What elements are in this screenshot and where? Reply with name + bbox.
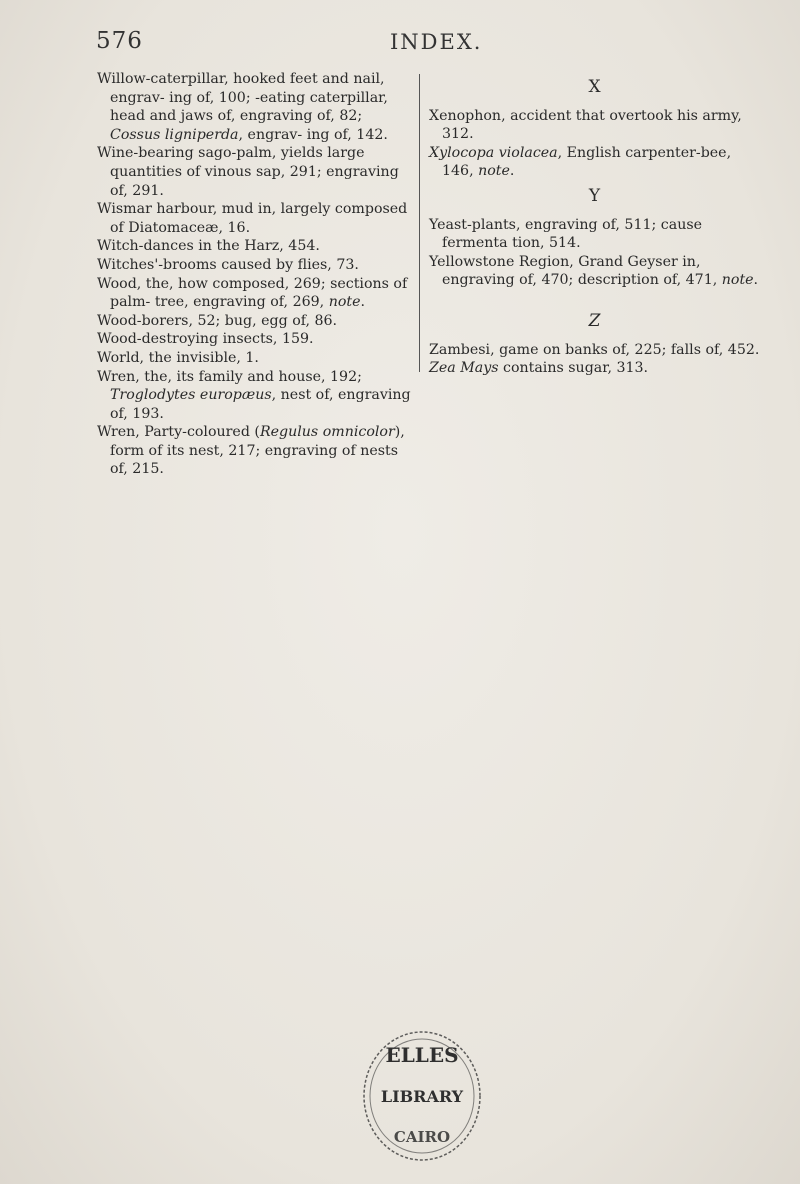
section-letter-z: Z	[588, 310, 602, 331]
index-entry: Xenophon, accident that overtook his army, 312.	[429, 107, 742, 143]
index-entry: Wood-destroying insects, 159.	[97, 331, 314, 348]
index-entry: Wismar harbour, mud in, largely composed of Diatomaceæ, 16.	[97, 201, 408, 236]
index-entry: Wren, Party-coloured (Regulus omnicolor), form of its nest, 217; engraving of nests of, 215.	[97, 424, 405, 478]
index-entry: Willow-caterpillar, hooked feet and nail, engrav- ing of, 100; -eating caterpillar, head and jaws of, engraving of, 82; Cossus ligniperda, engrav- ing of, 142.	[97, 71, 388, 143]
running-head: INDEX.	[390, 30, 483, 54]
stamp-top-text: ELLES	[385, 1043, 459, 1067]
index-entry: Wood, the, how composed, 269; sections of palm- tree, engraving of, 269, note.	[97, 275, 408, 311]
index-column-right	[429, 70, 761, 378]
index-entry: World, the invisible, 1.	[97, 349, 259, 366]
index-entry: Wood-borers, 52; bug, egg of, 86.	[97, 312, 338, 329]
index-entry: Wren, the, its family and house, 192; Troglodytes europæus, nest of, engraving of, 193.	[97, 368, 411, 422]
index-column-left	[97, 70, 413, 479]
column-divider	[419, 74, 420, 372]
stamp-bottom-text: CAIRO	[393, 1128, 451, 1146]
index-entry: Xylocopa violacea, English carpenter-bee, 146, note.	[429, 144, 732, 180]
index-entry: Witches'-brooms caused by flies, 73.	[97, 256, 359, 273]
index-entry: Yellowstone Region, Grand Geyser in, engraving of, 470; description of, 471, note.	[429, 253, 759, 289]
index-entry: Yeast-plants, engraving of, 511; cause fermenta tion, 514.	[429, 216, 703, 252]
library-stamp	[357, 1024, 487, 1164]
index-entry: Witch-dances in the Harz, 454.	[97, 238, 320, 255]
index-entry: Zea Mays contains sugar, 313.	[429, 360, 649, 377]
section-letter-x: X	[588, 77, 602, 97]
index-entry: Zambesi, game on banks of, 225; falls of, 452.	[429, 341, 760, 358]
index-entry: Wine-bearing sago-palm, yields large quantities of vinous sap, 291; engraving of, 291.	[97, 145, 399, 199]
page-number: 576	[96, 28, 143, 54]
stamp-middle-text: LIBRARY	[380, 1087, 464, 1106]
section-letter-y: Y	[588, 185, 602, 206]
